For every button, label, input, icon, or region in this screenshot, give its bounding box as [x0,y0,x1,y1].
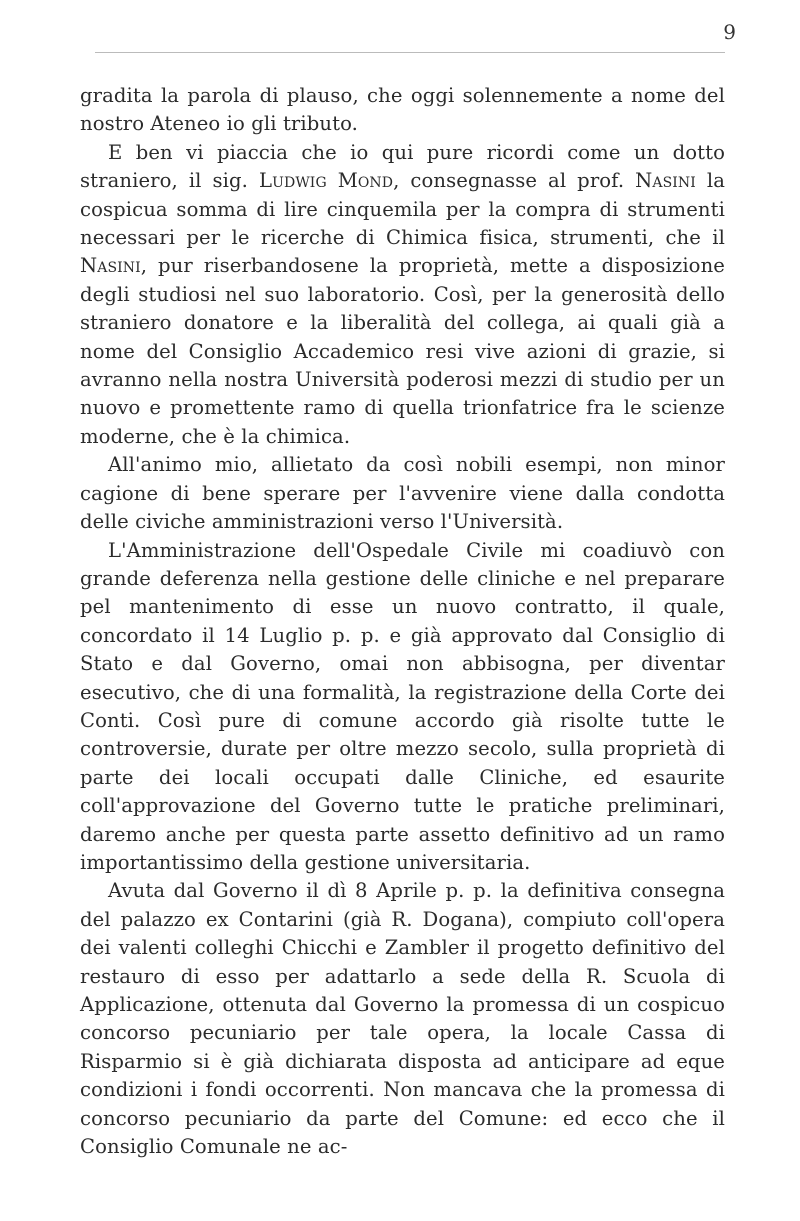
text-run: Avuta dal Governo il dì 8 Aprile p. p. la definitiva consegna del palazzo ex Contarini (già R. Dogana), compiuto coll'opera dei valenti colleghi Chicchi e Zambler il progetto definitivo del restauro di esso per adattarlo a sede della R. Scuola di Applicazione, ottenuta dal Governo la promessa di un cospicuo concorso pecuniario per tale opera, la locale Cassa di Risparmio si è già dichiarata disposta ad anticipare ad eque condizioni i fondi occorrenti. Non mancava che la promessa di concorso pecuniario da parte del Comune: ed ecco che il Consiglio Comunale ne ac- [80,879,725,1159]
text-run: E ben vi piaccia che io qui pure ricordi come un dotto straniero, il sig. [80,140,725,193]
paragraph [80,82,725,139]
text-run: , pur riserbandosene la proprietà, mette a disposizione degli studiosi nel suo laboratorio. Così, per la generosità dello straniero donatore e la liberalità del collega, ai quali già a nome del Consiglio Accademico resi vive azioni di grazie, si avranno nella nostra Università poderosi mezzi di studio per un nuovo e promettente ramo di quella trionfatrice fra le scienze moderne, che è la chimica. [80,254,725,448]
name-small-caps: Nasini [635,169,696,193]
text-run: , consegnasse al prof. [393,169,636,193]
name-small-caps: Ludwig Mond [258,169,394,193]
text-run: All'animo mio, allietato da così nobili esempi, non minor cagione di bene sperare per l'avvenire viene dalla condotta delle civiche amministrazioni verso l'Università. [80,453,725,534]
paragraph [80,537,725,878]
paragraph [80,139,725,451]
name-small-caps: Nasini [80,254,141,278]
header-rule [95,52,725,53]
page-number: 9 [723,20,736,44]
text-run: gradita la parola di plauso, che oggi solennemente a nome del nostro Ateneo io gli tributo. [80,84,725,136]
paragraph [80,877,725,1161]
body-text [80,82,725,1161]
text-run: la cospicua somma di lire cinquemila per la compra di strumenti necessari per le ricerche di Chimica fisica, strumenti, che il [80,169,726,250]
text-run: L'Amministrazione dell'Ospedale Civile mi coadiuvò con grande deferenza nella gestione delle cliniche e nel preparare pel mantenimento di esse un nuovo contratto, il quale, concordato il 14 Luglio p. p. e già approvato dal Consiglio di Stato e dal Governo, omai non abbisogna, per diventar esecutivo, che di una formalità, la registrazione della Corte dei Conti. Così pure di comune accordo già risolte tutte le controversie, durate per oltre mezzo secolo, sulla proprietà di parte dei locali occupati dalle Cliniche, ed esaurite coll'approvazione del Governo tutte le pratiche preliminari, daremo anche per questa parte assetto definitivo ad un ramo importantissimo della gestione universitaria. [80,538,725,874]
paragraph [80,451,725,536]
